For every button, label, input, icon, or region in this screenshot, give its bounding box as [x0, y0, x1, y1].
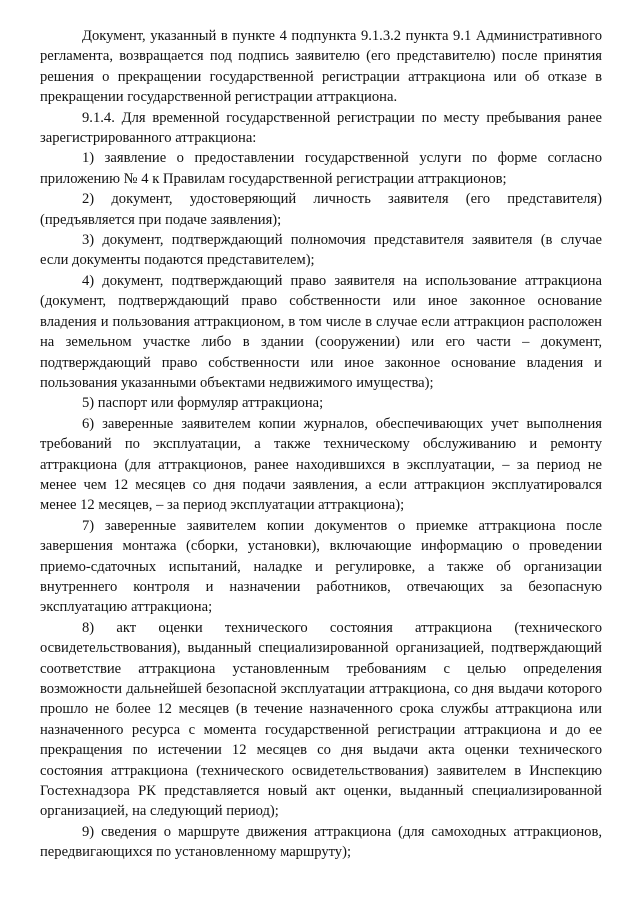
list-item-4-ownership-document: 4) документ, подтверждающий право заявителя на использование аттракциона (документ, подтверждающий право собственности или иное законное основание владения и пользования аттракционом, в том числе в случае если аттракцион расположен на земельном участке либо в здании (сооружении) или его части – документ, подтверждающий право собственности или иное законное основание владения и пользования указанными объектами недвижимого имущества); [40, 272, 602, 391]
paragraph-section-9-1-4: 9.1.4. Для временной государственной регистрации по месту пребывания ранее зарегистрированного аттракциона: [40, 109, 602, 147]
list-item-5-passport: 5) паспорт или формуляр аттракциона; [82, 395, 324, 412]
list-item-2-identity-document: 2) документ, удостоверяющий личность заявителя (его представителя) (предъявляется при подаче заявления); [40, 191, 602, 228]
list-item-8-technical-assessment: 8) акт оценки технического состояния аттракциона (технического освидетельствования), выданный специализированной организацией, подтверждающий соответствие аттракциона установленным требованиям с целью определения возможности дальнейшей безопасной эксплуатации аттракциона, со дня выдачи которого прошло не более 12 месяцев (в течение назначенного срока службы аттракциона или назначенного ресурса с момента государственной регистрации аттракциона и до ее прекращения по истечении 12 месяцев со дня выдачи акта оценки технического состояния аттракциона (технического освидетельствования) заявителем в Инспекцию Гостехнадзора РК представляется новый акт оценки, выданный специализированной организацией, на следующий период); [40, 619, 602, 820]
list-item-9-route-info: 9) сведения о маршруте движения аттракциона (для самоходных аттракционов, передвигающихся по установленному маршруту); [40, 823, 602, 861]
list-item-6-journal-copies: 6) заверенные заявителем копии журналов, обеспечивающих учет выполнения требований по эксплуатации, а также техническому обслуживанию и ремонту аттракциона (для аттракционов, ранее находившихся в эксплуатации, – за период не менее чем 12 месяцев со дня подачи заявления, а если аттракцион эксплуатировался менее 12 месяцев, – за период эксплуатации аттракциона); [40, 415, 602, 514]
paragraph-return-document: Документ, указанный в пункте 4 подпункта 9.1.3.2 пункта 9.1 Административного регламента, возвращается под подпись заявителю (его представителю) после принятия решения о прекращении государственной регистрации аттракциона или об отказе в прекращении государственной регистрации аттракциона. [40, 28, 602, 106]
list-item-1-application: 1) заявление о предоставлении государственной услуги по форме согласно приложению № 4 к Правилам государственной регистрации аттракционов; [40, 150, 602, 187]
list-item-3-authority-document: 3) документ, подтверждающий полномочия представителя заявителя (в случае если документы подаются представителем); [40, 232, 602, 269]
list-item-7-acceptance-documents: 7) заверенные заявителем копии документов о приемке аттракциона после завершения монтажа (сборки, установки), включающие информацию о проведении приемо-сдаточных испытаний, наладке и регулировке, а также об организации внутреннего контроля и назначении работников, отвечающих за безопасную эксплуатацию аттракциона; [40, 517, 602, 616]
